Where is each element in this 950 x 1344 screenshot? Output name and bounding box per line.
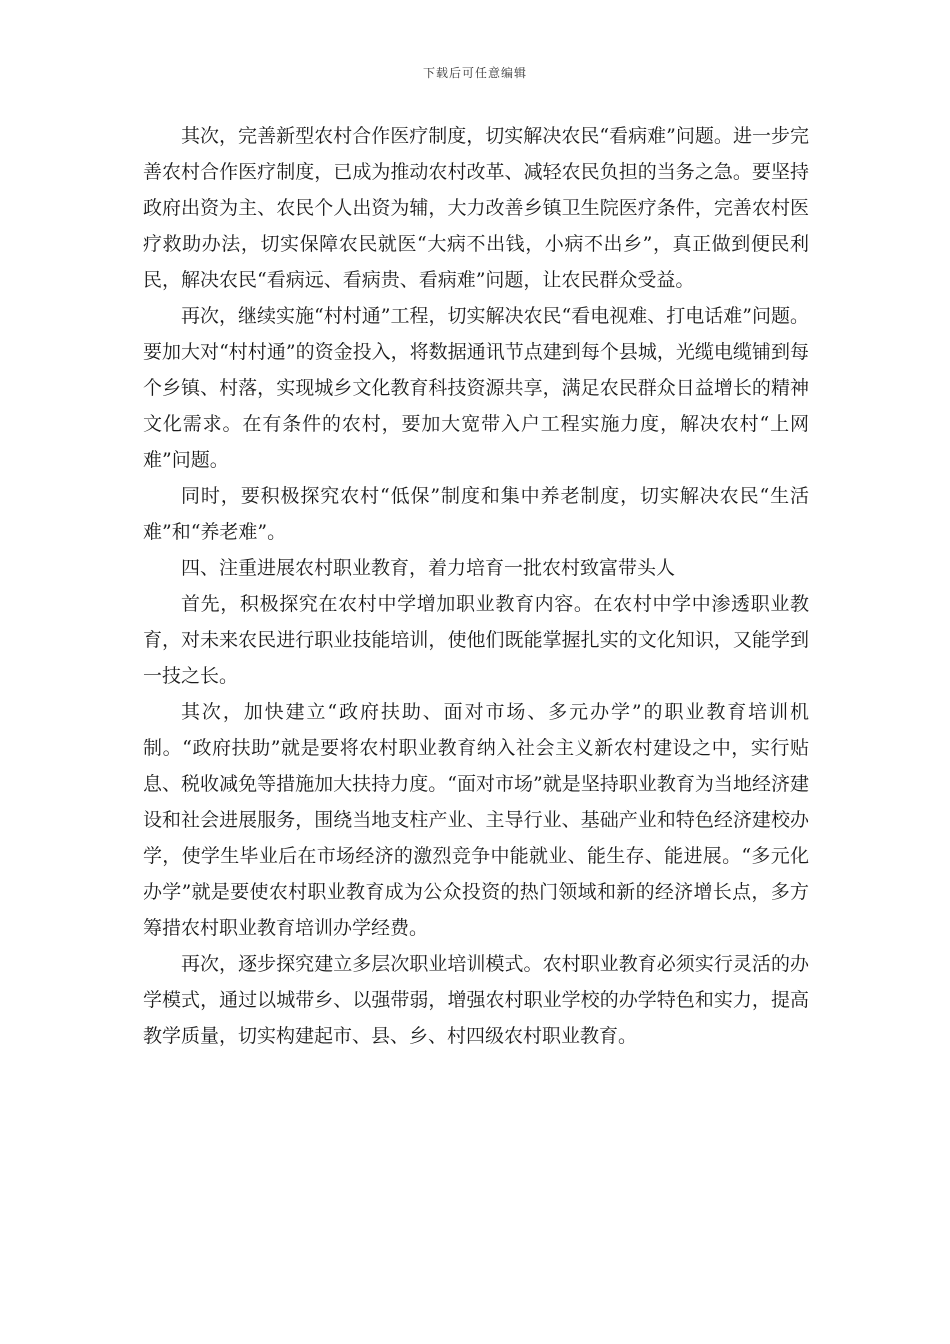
paragraph-village-connectivity: 再次，继续实施“村村通”工程，切实解决农民“看电视难、打电话难”问题。要加大对“村村通”的资金投入，将数据通讯节点建到每个县城，光缆电缆铺到每个乡镇、村落，实现城乡文化教育科技资源共享，满足农民群众日益增长的精神文化需求。在有条件的农村，要加大宽带入户工程实施力度，解决农村“上网难”问题。 — [143, 305, 809, 471]
header-note: 下载后可任意编辑 — [422, 66, 527, 80]
section-heading-vocational-education: 四、注重进展农村职业教育，着力培育一批农村致富带头人 — [181, 557, 676, 579]
document-body — [143, 118, 809, 1054]
paragraph-vocational-content: 首先，积极探究在农村中学增加职业教育内容。在农村中学中渗透职业教育，对未来农民进行职业技能培训，使他们既能掌握扎实的文化知识，又能学到一技之长。 — [143, 593, 809, 687]
paragraph-training-mechanism: 其次，加快建立“政府扶助、面对市场、多元办学”的职业教育培训机制。“政府扶助”就是要将农村职业教育纳入社会主义新农村建设之中，实行贴息、税收减免等措施加大扶持力度。“面对市场”就是坚持职业教育为当地经济建设和社会进展服务，围绕当地支柱产业、主导行业、基础产业和特色经济建校办学，使学生毕业后在市场经济的激烈竞争中能就业、能生存、能进展。“多元化办学”就是要使农村职业教育成为公众投资的热门领域和新的经济增长点，多方筹措农村职业教育培训办学经费。 — [143, 701, 809, 939]
paragraph-training-model: 再次，逐步探究建立多层次职业培训模式。农村职业教育必须实行灵活的办学模式，通过以城带乡、以强带弱，增强农村职业学校的办学特色和实力，提高教学质量，切实构建起市、县、乡、村四级农村职业教育。 — [143, 953, 809, 1047]
paragraph-social-security: 同时，要积极探究农村“低保”制度和集中养老制度，切实解决农民“生活难”和“养老难”。 — [143, 485, 809, 543]
paragraph-medical-cooperation: 其次，完善新型农村合作医疗制度，切实解决农民“看病难”问题。进一步完善农村合作医疗制度，已成为推动农村改革、减轻农民负担的当务之急。要坚持政府出资为主、农民个人出资为辅，大力改善乡镇卫生院医疗条件，完善农村医疗救助办法，切实保障农民就医“大病不出钱，小病不出乡”，真正做到便民利民，解决农民“看病远、看病贵、看病难”问题，让农民群众受益。 — [143, 125, 809, 291]
